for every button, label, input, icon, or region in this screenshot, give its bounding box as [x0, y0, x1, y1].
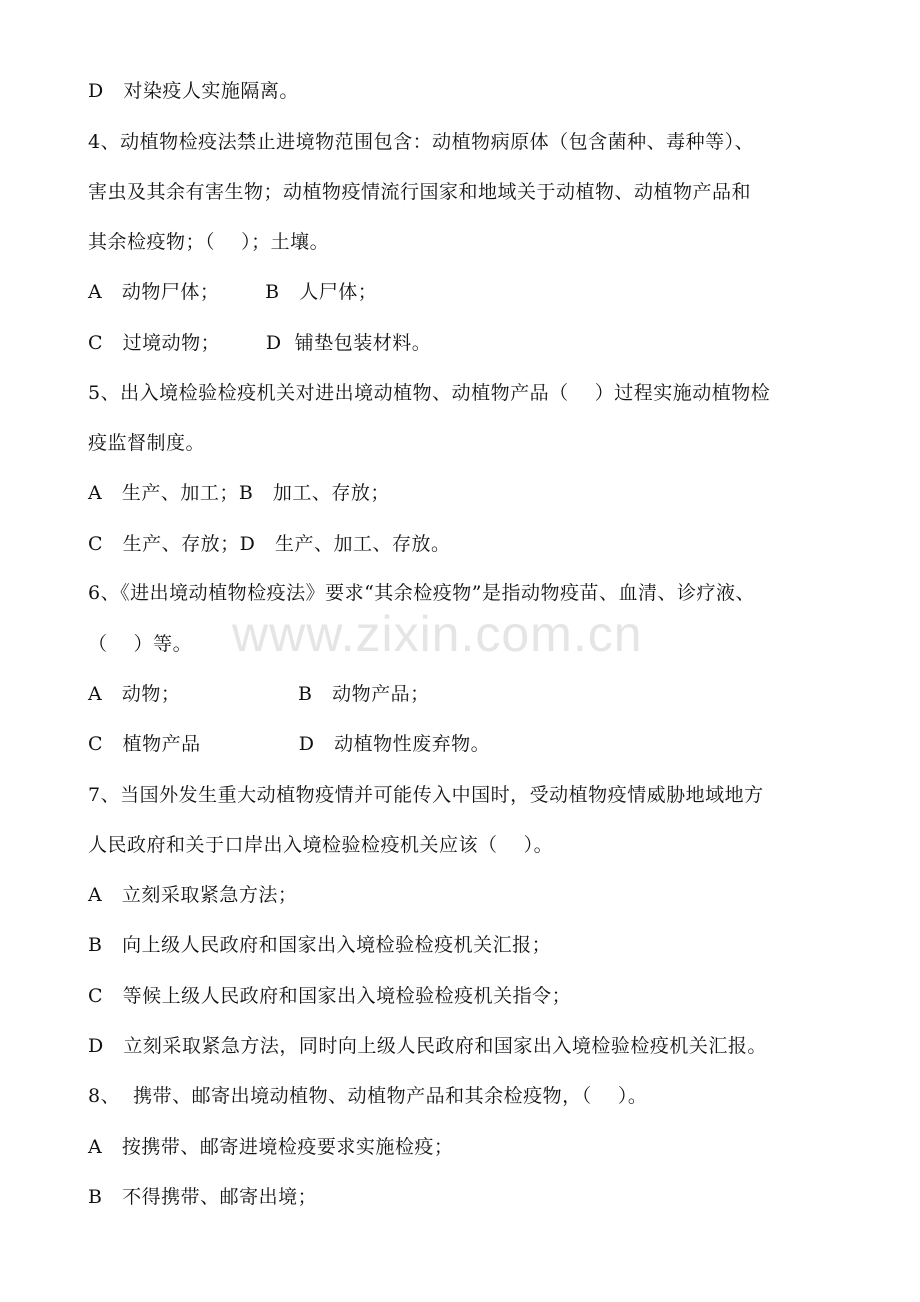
text-line: D 对染疫人实施隔离。 [88, 80, 299, 102]
question-7-option-c: C 等候上级人民政府和国家出入境检验检疫机关指令； [88, 985, 572, 1007]
question-4-options-ab: A 动物尸体； B 人尸体； [88, 281, 378, 303]
question-7-line-2: 人民政府和关于口岸出入境检验检疫机关应该（ ）。 [88, 834, 554, 856]
question-5-line-2: 疫监督制度。 [88, 432, 206, 454]
question-5-line-1: 5、出入境检验检疫机关对进出境动植物、动植物产品（ ）过程实施动植物检 [88, 382, 771, 404]
question-7-option-b: B 向上级人民政府和国家出入境检验检疫机关汇报； [88, 934, 552, 956]
question-5-options-cd: C 生产、存放；D 生产、加工、存放。 [88, 533, 451, 555]
question-6-line-2: （ ）等。 [88, 633, 193, 655]
question-8-line-1: 8、 携带、邮寄出境动植物、动植物产品和其余检疫物，（ ）。 [88, 1085, 648, 1107]
question-8-option-a: A 按携带、邮寄进境检疫要求实施检疫； [88, 1136, 454, 1158]
question-4-line-3: 其余检疫物；（ ）；土壤。 [88, 231, 330, 253]
question-4-line-2: 害虫及其余有害生物；动植物疫情流行国家和地域关于动植物、动植物产品和 [88, 181, 752, 203]
question-7-option-a: A 立刻采取紧急方法； [88, 884, 298, 906]
watermark-text: www.zixin.com.cn [232, 606, 643, 662]
question-4-line-1: 4、动植物检疫法禁止进境物范围包含：动植物病原体（包含菌种、毒种等）、 [88, 131, 755, 153]
question-7-line-1: 7、当国外发生重大动植物疫情并可能传入中国时，受动植物疫情威胁地域地方 [88, 784, 764, 806]
question-5-options-ab: A 生产、加工；B 加工、存放； [88, 482, 390, 504]
question-8-option-b: B 不得携带、邮寄出境； [88, 1186, 318, 1208]
question-7-option-d: D 立刻采取紧急方法，同时向上级人民政府和国家出入境检验检疫机关汇报。 [88, 1035, 767, 1057]
question-6-options-cd: C 植物产品 D 动植物性废弃物。 [88, 733, 491, 755]
question-4-options-cd: C 过境动物； D 铺垫包装材料。 [88, 332, 432, 354]
question-6-line-1: 6、《进出境动植物检疫法》要求“其余检疫物”是指动物疫苗、血清、诊疗液、 [88, 582, 756, 604]
question-6-options-ab: A 动物； B 动物产品； [88, 683, 430, 705]
